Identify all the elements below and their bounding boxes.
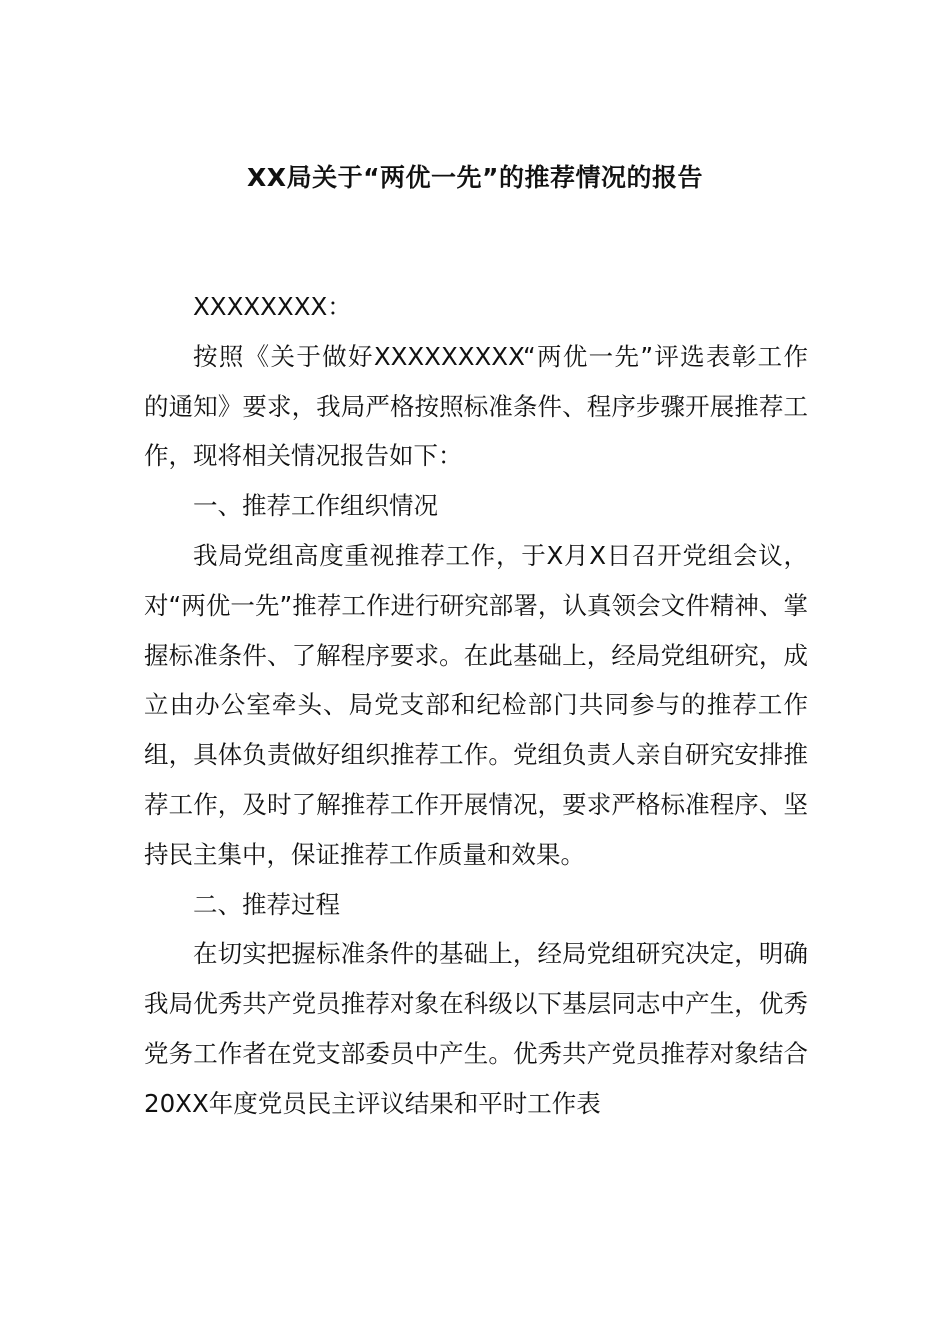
- paragraph-intro: 按照《关于做好XXXXXXXXX“两优一先”评选表彰工作的通知》要求，我局严格按照标准条件、程序步骤开展推荐工作，现将相关情况报告如下：: [144, 341, 808, 471]
- paragraph-process: 在切实把握标准条件的基础上，经局党组研究决定，明确我局优秀共产党员推荐对象在科级以下基层同志中产生，优秀党务工作者在党支部委员中产生。优秀共产党员推荐对象结合20XX年度党员民主评议结果和平时工作表: [144, 939, 808, 1118]
- document-body: [144, 282, 808, 1129]
- section-heading-1: 一、推荐工作组织情况: [193, 491, 438, 521]
- paragraph-organization: 我局党组高度重视推荐工作，于X月X日召开党组会议，对“两优一先”推荐工作进行研究部署，认真领会文件精神、掌握标准条件、了解程序要求。在此基础上，经局党组研究，成立由办公室牵头、局党支部和纪检部门共同参与的推荐工作组，具体负责做好组织推荐工作。党组负责人亲自研究安排推荐工作，及时了解推荐工作开展情况，要求严格标准程序、坚持民主集中，保证推荐工作质量和效果。: [144, 540, 808, 869]
- document-title: XX局关于“两优一先”的推荐情况的报告: [247, 163, 703, 192]
- section-heading-2: 二、推荐过程: [193, 889, 340, 919]
- salutation: XXXXXXXX：: [193, 292, 352, 321]
